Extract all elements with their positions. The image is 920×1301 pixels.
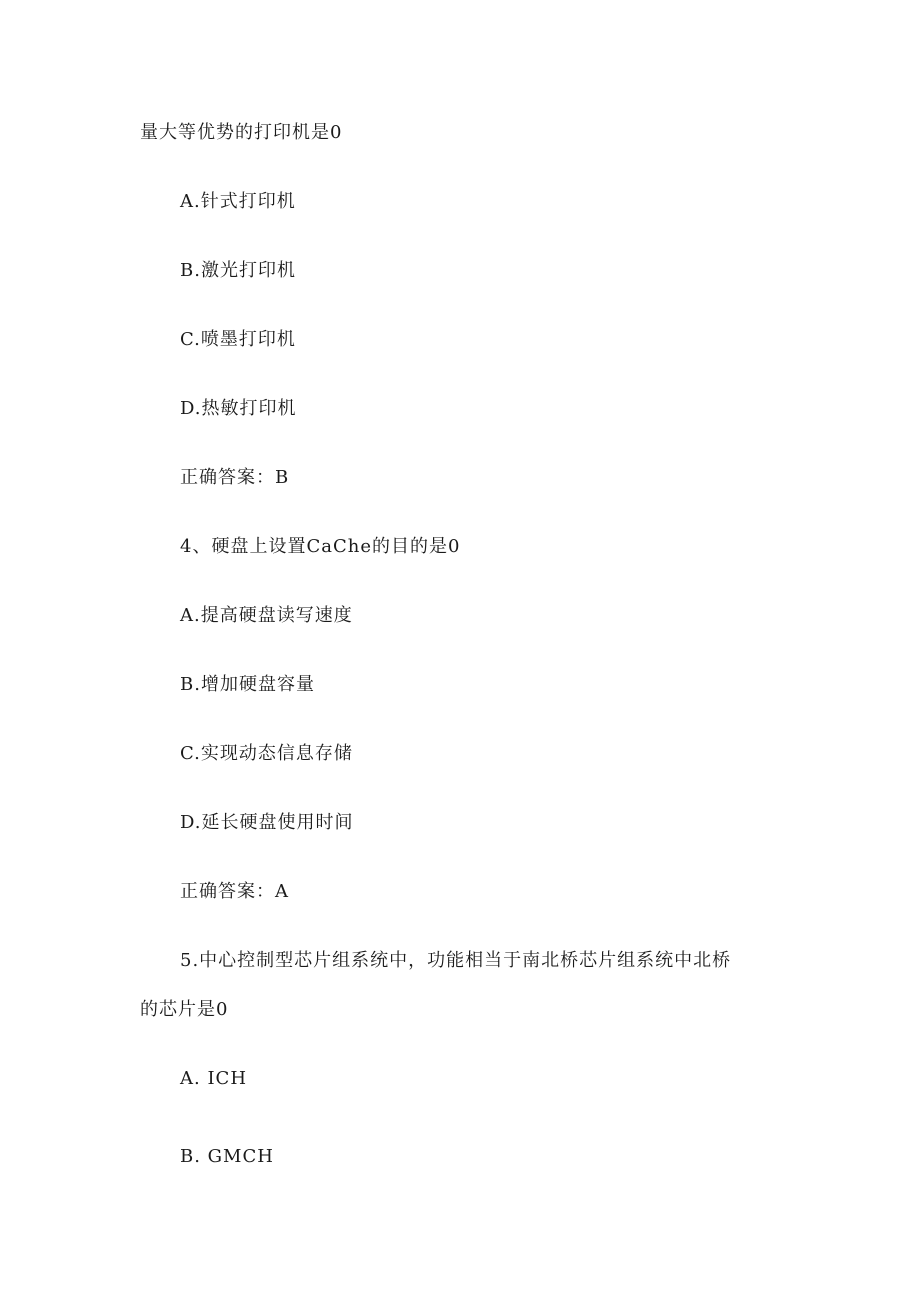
question-3-option-b: B.激光打印机 xyxy=(180,260,296,281)
question-4-stem: 4、硬盘上设置CaChe的目的是0 xyxy=(180,536,461,557)
question-4-answer: 正确答案：A xyxy=(180,881,289,902)
question-5-stem-line-2: 的芯片是0 xyxy=(140,999,229,1020)
question-4-option-a: A.提高硬盘读写速度 xyxy=(180,605,353,626)
question-3-option-d: D.热敏打印机 xyxy=(180,398,297,419)
question-4-option-d: D.延长硬盘使用时间 xyxy=(180,812,354,833)
question-5-stem-line-1: 5.中心控制型芯片组系统中，功能相当于南北桥芯片组系统中北桥 xyxy=(180,950,732,971)
question-5-option-a: A. ICH xyxy=(180,1068,248,1089)
question-3-answer: 正确答案：B xyxy=(180,467,290,488)
question-4-option-b: B.增加硬盘容量 xyxy=(180,674,315,695)
question-3-stem-tail: 量大等优势的打印机是0 xyxy=(140,122,343,143)
question-3-option-a: A.针式打印机 xyxy=(180,191,296,212)
question-4-option-c: C.实现动态信息存储 xyxy=(180,743,353,764)
question-5-option-b: B. GMCH xyxy=(180,1146,274,1167)
question-3-option-c: C.喷墨打印机 xyxy=(180,329,296,350)
